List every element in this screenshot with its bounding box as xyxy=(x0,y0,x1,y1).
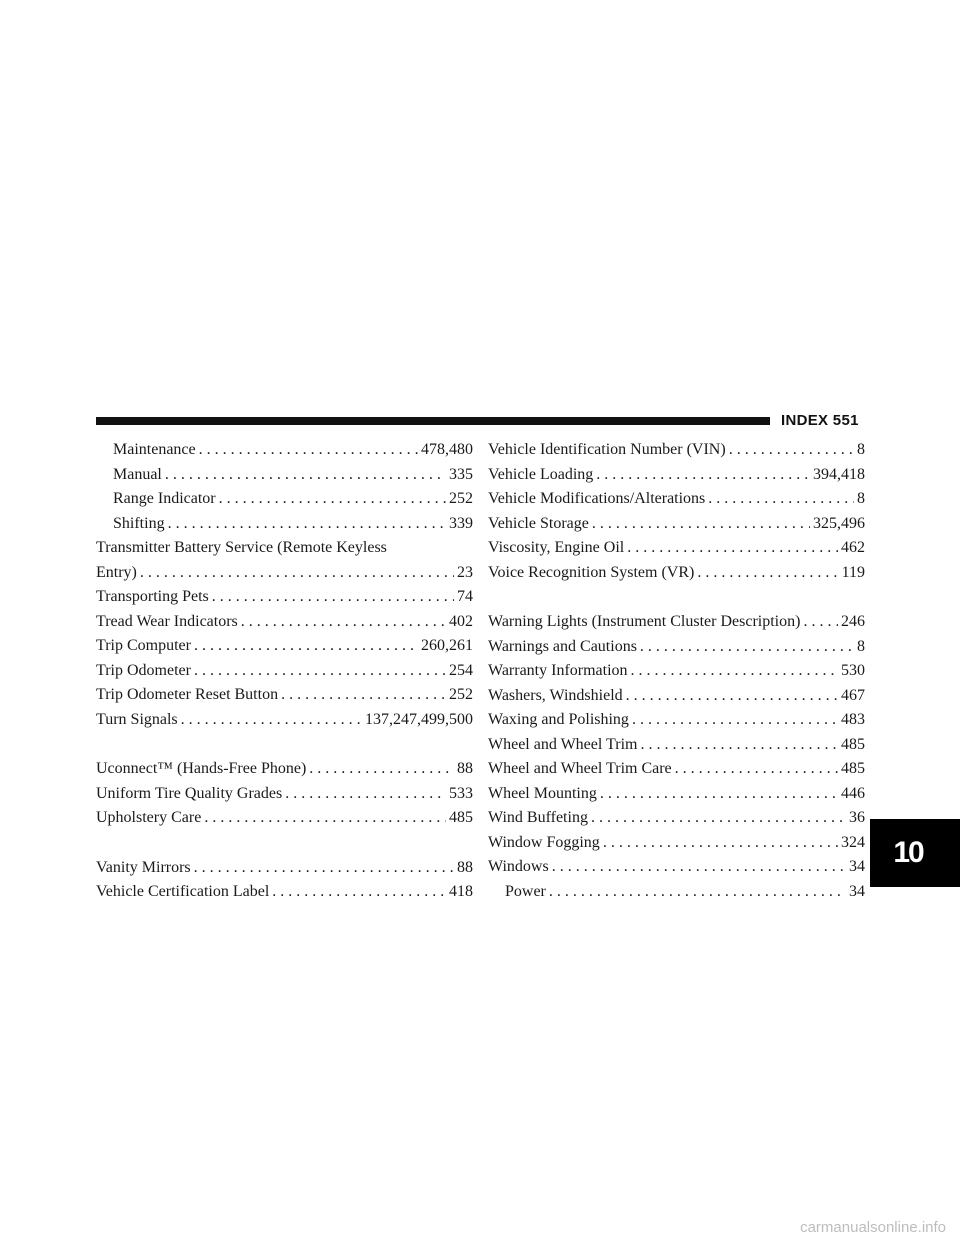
section-gap xyxy=(96,831,473,856)
entry-page: 325,496 xyxy=(813,514,865,532)
entry-text: Transmitter Battery Service (Remote Keyless xyxy=(96,539,387,556)
entry-text: Uniform Tire Quality Grades xyxy=(96,784,283,802)
entry-page: 478,480 xyxy=(421,441,473,458)
leader-dots xyxy=(627,536,838,561)
leader-dots xyxy=(285,782,446,807)
leader-dots xyxy=(596,463,810,488)
entry-page: 339 xyxy=(449,514,473,532)
entry-page: 402 xyxy=(449,612,473,630)
index-entry xyxy=(96,683,473,708)
leader-dots xyxy=(140,561,454,586)
entry-text: Voice Recognition System (VR) xyxy=(488,563,695,581)
index-entry xyxy=(488,855,865,880)
entry-text: Viscosity, Engine Oil xyxy=(488,539,625,556)
entry-text: Wind Buffeting xyxy=(488,809,588,826)
entry-text: Turn Signals xyxy=(96,710,178,728)
leader-dots xyxy=(549,880,846,905)
leader-dots xyxy=(708,487,854,512)
entry-page: 119 xyxy=(841,563,865,581)
index-entry xyxy=(488,512,865,537)
entry-page: 335 xyxy=(449,465,473,483)
index-entry xyxy=(488,561,865,586)
entry-page: 8 xyxy=(857,490,865,507)
leader-dots xyxy=(631,659,838,684)
index-entry xyxy=(488,782,865,807)
entry-text: Shifting xyxy=(113,514,165,532)
entry-text: Trip Odometer Reset Button xyxy=(96,686,279,703)
leader-dots xyxy=(729,438,854,463)
entry-text: Tread Wear Indicators xyxy=(96,612,238,630)
entry-text: Vehicle Loading xyxy=(488,465,594,483)
index-entry xyxy=(96,806,473,831)
entry-text: Manual xyxy=(113,465,162,483)
entry-text: Wheel and Wheel Trim xyxy=(488,735,638,753)
entry-text: Maintenance xyxy=(113,441,196,458)
page-header: INDEX 551 xyxy=(781,412,859,429)
entry-page: 8 xyxy=(857,637,865,655)
index-entry xyxy=(96,463,473,488)
entry-text: Waxing and Polishing xyxy=(488,711,629,728)
entry-page: 254 xyxy=(449,661,473,679)
index-entry xyxy=(488,536,865,561)
leader-dots xyxy=(697,561,838,586)
index-column-left xyxy=(96,438,473,905)
entry-page: 36 xyxy=(849,809,865,826)
watermark: carmanualsonline.info xyxy=(800,1219,946,1236)
entry-text: Windows xyxy=(488,858,549,875)
leader-dots xyxy=(591,806,846,831)
entry-text: Vehicle Identification Number (VIN) xyxy=(488,441,726,458)
entry-page: 260,261 xyxy=(421,637,473,654)
leader-dots xyxy=(600,782,838,807)
index-entry xyxy=(96,512,473,537)
entry-text: Warnings and Cautions xyxy=(488,637,637,655)
index-entry xyxy=(488,610,865,635)
entry-text: Power xyxy=(505,882,546,900)
entry-page: 483 xyxy=(841,711,865,728)
leader-dots xyxy=(168,512,446,537)
entry-text: Warning Lights (Instrument Cluster Description) xyxy=(488,613,801,630)
leader-dots xyxy=(592,512,810,537)
entry-page: 246 xyxy=(841,613,865,630)
index-entry xyxy=(96,708,473,733)
entry-page: 34 xyxy=(849,858,865,875)
index-entry xyxy=(488,635,865,660)
index-entry xyxy=(488,733,865,758)
index-entry xyxy=(96,561,473,586)
index-entry xyxy=(488,708,865,733)
index-entry xyxy=(488,757,865,782)
entry-text: Trip Computer xyxy=(96,637,191,654)
index-entry xyxy=(96,634,473,659)
entry-page: 88 xyxy=(457,858,473,876)
index-entry xyxy=(96,438,473,463)
leader-dots xyxy=(194,856,454,881)
entry-page: 394,418 xyxy=(813,465,865,483)
entry-page: 252 xyxy=(449,490,473,507)
entry-page: 252 xyxy=(449,686,473,703)
entry-text: Uconnect™ (Hands-Free Phone) xyxy=(96,760,307,777)
leader-dots xyxy=(675,757,838,782)
entry-page: 324 xyxy=(841,833,865,851)
leader-dots xyxy=(181,708,362,733)
index-entry xyxy=(96,487,473,512)
leader-dots xyxy=(640,635,854,660)
index-entry xyxy=(488,806,865,831)
leader-dots xyxy=(603,831,838,856)
entry-page: 530 xyxy=(841,662,865,679)
entry-text: Vanity Mirrors xyxy=(96,858,191,876)
index-entry xyxy=(96,585,473,610)
entry-page: 485 xyxy=(841,735,865,753)
index-entry xyxy=(96,880,473,905)
entry-page: 23 xyxy=(457,563,473,581)
leader-dots xyxy=(165,463,446,488)
entry-text: Window Fogging xyxy=(488,833,600,851)
entry-page: 88 xyxy=(457,760,473,777)
index-entry xyxy=(96,659,473,684)
leader-dots xyxy=(194,659,446,684)
leader-dots xyxy=(219,487,446,512)
index-entry xyxy=(488,463,865,488)
leader-dots xyxy=(632,708,838,733)
entry-text: Transporting Pets xyxy=(96,588,209,605)
leader-dots xyxy=(803,610,838,635)
leader-dots xyxy=(640,733,838,758)
leader-dots xyxy=(199,438,418,463)
entry-text: Washers, Windshield xyxy=(488,686,623,704)
section-gap xyxy=(488,585,865,610)
index-entry xyxy=(488,438,865,463)
leader-dots xyxy=(204,806,446,831)
section-gap xyxy=(96,732,473,757)
leader-dots xyxy=(626,684,838,709)
entry-text: Trip Odometer xyxy=(96,661,191,679)
entry-page: 533 xyxy=(449,784,473,802)
leader-dots xyxy=(212,585,454,610)
entry-page: 34 xyxy=(849,882,865,900)
leader-dots xyxy=(241,610,446,635)
entry-page: 74 xyxy=(457,588,473,605)
entry-text: Upholstery Care xyxy=(96,809,202,826)
index-entry xyxy=(96,536,473,561)
entry-text: Vehicle Storage xyxy=(488,514,589,532)
leader-dots xyxy=(309,757,454,782)
index-entry xyxy=(488,487,865,512)
entry-page: 446 xyxy=(841,784,865,802)
leader-dots xyxy=(272,880,446,905)
index-entry xyxy=(96,610,473,635)
header-rule xyxy=(96,417,770,425)
entry-page: 418 xyxy=(449,883,473,900)
entry-text: Wheel Mounting xyxy=(488,784,597,802)
chapter-tab-label: 10 xyxy=(893,836,923,869)
index-entry xyxy=(96,856,473,881)
entry-text: Range Indicator xyxy=(113,490,216,507)
leader-dots xyxy=(194,634,418,659)
leader-dots xyxy=(552,855,846,880)
index-entry xyxy=(488,831,865,856)
entry-page: 462 xyxy=(841,539,865,556)
entry-page: 137,247,499,500 xyxy=(365,710,473,728)
entry-text: Vehicle Modifications/Alterations xyxy=(488,490,706,507)
entry-page: 485 xyxy=(841,760,865,777)
index-entry xyxy=(488,684,865,709)
entry-text: Entry) xyxy=(96,563,137,581)
index-column-right xyxy=(488,438,865,904)
entry-page: 485 xyxy=(449,809,473,826)
entry-text: Wheel and Wheel Trim Care xyxy=(488,760,672,777)
index-entry xyxy=(96,757,473,782)
entry-page: 8 xyxy=(857,441,865,458)
chapter-tab xyxy=(870,819,960,887)
entry-page: 467 xyxy=(841,686,865,704)
index-entry xyxy=(488,659,865,684)
index-entry xyxy=(96,782,473,807)
entry-text: Vehicle Certification Label xyxy=(96,883,270,900)
index-entry xyxy=(488,880,865,905)
leader-dots xyxy=(281,683,446,708)
entry-text: Warranty Information xyxy=(488,662,628,679)
